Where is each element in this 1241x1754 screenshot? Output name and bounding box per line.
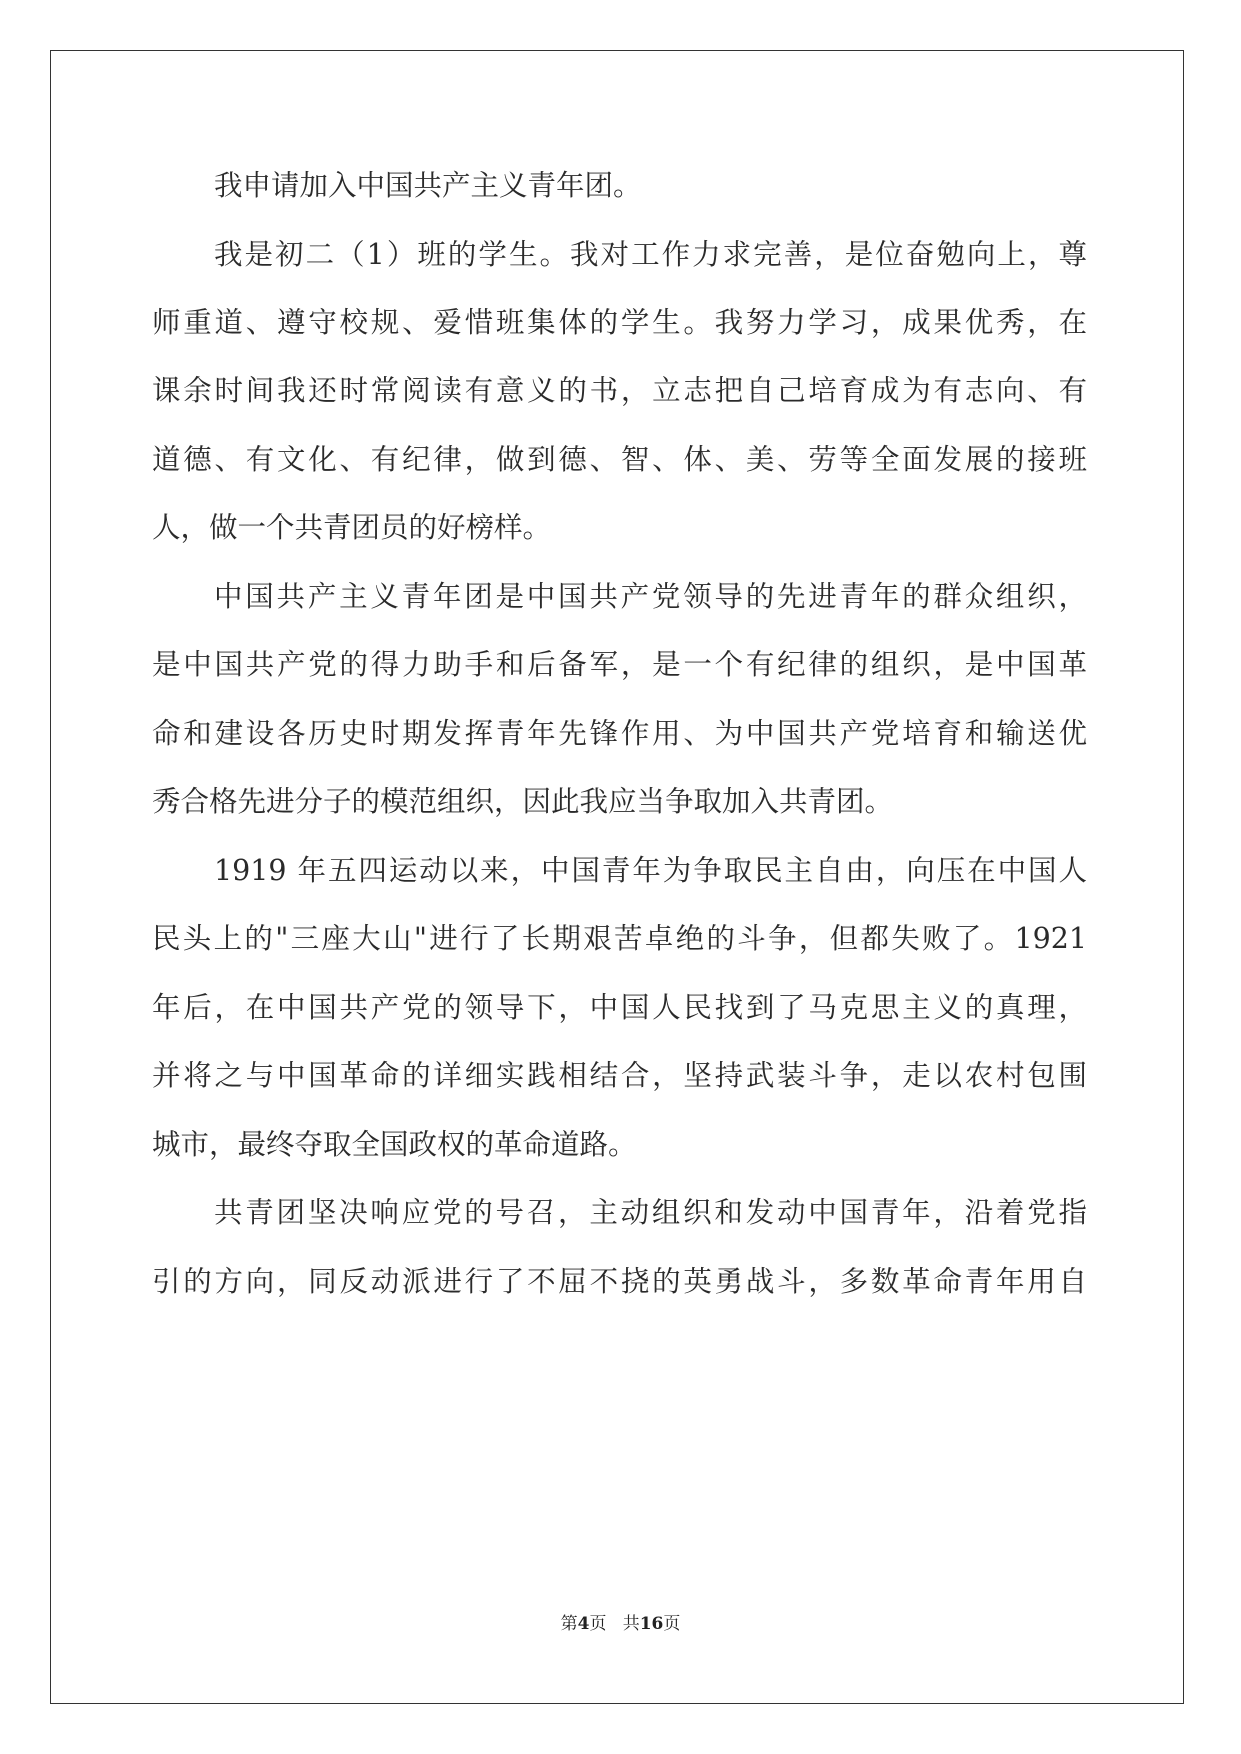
paragraph-2-line-5: 人，做一个共青团员的好榜样。 xyxy=(152,511,552,544)
paragraph-4-line-4: 并将之与中国革命的详细实践相结合，坚持武装斗争，走以农村包围 xyxy=(152,1059,1087,1092)
paragraph-5-line-2: 引的方向，同反动派进行了不屈不挠的英勇战斗，多数革命青年用自 xyxy=(152,1265,1087,1298)
footer-total-suffix: 页 xyxy=(663,1614,681,1634)
paragraph-3-line-1: 中国共产主义青年团是中国共产党领导的先进青年的群众组织， xyxy=(214,580,1087,613)
footer-total-pages: 16 xyxy=(639,1614,664,1634)
footer-page-suffix: 页 xyxy=(589,1614,607,1634)
paragraph-3-line-3: 命和建设各历史时期发挥青年先锋作用、为中国共产党培育和输送优 xyxy=(152,717,1087,750)
paragraph-4-line-3: 年后，在中国共产党的领导下，中国人民找到了马克思主义的真理， xyxy=(152,991,1087,1024)
paragraph-2-line-1: 我是初二（1）班的学生。我对工作力求完善，是位奋勉向上，尊 xyxy=(214,238,1087,271)
paragraph-4-line-5: 城市，最终夺取全国政权的革命道路。 xyxy=(152,1128,637,1161)
paragraph-2-line-2: 师重道、遵守校规、爱惜班集体的学生。我努力学习，成果优秀，在 xyxy=(152,306,1087,339)
paragraph-4-line-2: 民头上的"三座大山"进行了长期艰苦卓绝的斗争，但都失败了。1921 xyxy=(152,922,1087,955)
paragraph-4-line-1: 1919 年五四运动以来，中国青年为争取民主自由，向压在中国人 xyxy=(214,854,1087,887)
paragraph-3-line-4: 秀合格先进分子的模范组织，因此我应当争取加入共青团。 xyxy=(152,785,894,818)
paragraph-5-line-1: 共青团坚决响应党的号召，主动组织和发动中国青年，沿着党指 xyxy=(214,1196,1087,1229)
paragraph-2-line-4: 道德、有文化、有纪律，做到德、智、体、美、劳等全面发展的接班 xyxy=(152,443,1087,476)
footer-total-prefix: 共 xyxy=(622,1614,640,1634)
paragraph-3-line-2: 是中国共产党的得力助手和后备军，是一个有纪律的组织，是中国革 xyxy=(152,648,1087,681)
paragraph-2-line-3: 课余时间我还时常阅读有意义的书，立志把自己培育成为有志向、有 xyxy=(152,374,1087,407)
footer-prefix: 第 xyxy=(560,1614,578,1634)
paragraph-1-line-1: 我申请加入中国共产主义青年团。 xyxy=(214,169,642,202)
footer-page-number: 4 xyxy=(577,1614,590,1634)
page-footer xyxy=(0,1613,1241,1635)
